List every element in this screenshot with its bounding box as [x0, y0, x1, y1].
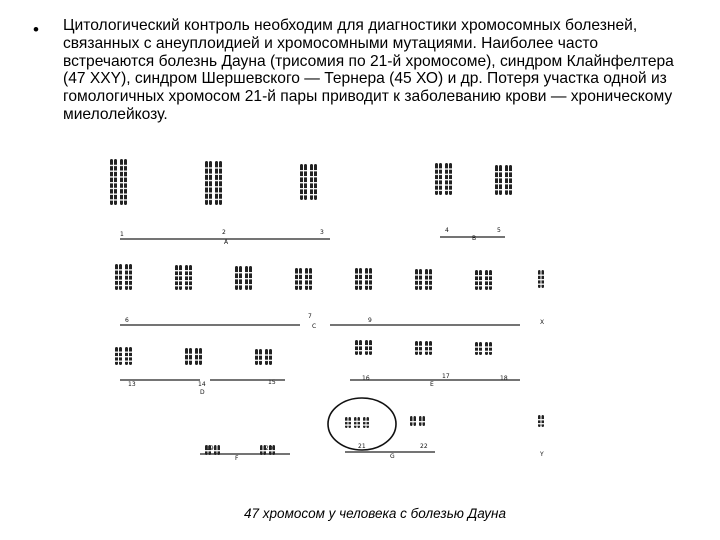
label-13: 13 — [128, 381, 136, 388]
chromosome-5 — [495, 165, 502, 195]
label-6: 6 — [125, 317, 129, 324]
chromosome-8 — [235, 266, 242, 290]
label-3: 3 — [320, 229, 324, 236]
chromosome-3 — [300, 164, 307, 200]
label-group-d: D — [200, 389, 205, 396]
chromosome-13 — [125, 347, 132, 365]
chromosome-1 — [120, 159, 127, 205]
label-7: 7 — [308, 313, 312, 320]
karyotype-figure — [100, 150, 580, 472]
chromosome-15 — [255, 349, 262, 365]
label-20: 20 — [265, 445, 273, 452]
chromosome-15 — [265, 349, 272, 365]
label-1: 1 — [120, 231, 124, 238]
chromosome-16 — [365, 340, 372, 355]
chromosome-5 — [505, 165, 512, 195]
label-14: 14 — [198, 381, 206, 388]
label-22: 22 — [420, 443, 428, 450]
label-15: 15 — [268, 379, 276, 386]
label-4: 4 — [445, 227, 449, 234]
chromosome-21 — [354, 417, 360, 428]
chromosome-4 — [435, 163, 442, 195]
chromosome-17 — [425, 341, 432, 355]
chromosome-11 — [415, 269, 422, 290]
chromosome-18 — [475, 342, 482, 355]
label-x: X — [540, 319, 545, 326]
chromosome-2 — [215, 161, 222, 205]
chromosome-x — [538, 270, 544, 288]
chromosome-17 — [415, 341, 422, 355]
chromosome-10 — [365, 268, 372, 290]
chromosome-12 — [485, 270, 492, 290]
label-group-a: A — [224, 239, 229, 246]
label-group-c: C — [312, 323, 317, 330]
chromosome-6 — [125, 264, 132, 290]
body-paragraph: Цитологический контроль необходим для диагностики хромосомных болезней, связанных с анеуплоидией и хромосомными мутациями. Наиболее часто встречаются болезнь Дауна (трисомия по 21-й хромосоме), синдром Клайнфелтера (47 ХХY), синдром Шершевского — Тернера (45 ХО) и др. Потеря участка одной из гомологичных хромосом 21-й пары приводит к заболеванию крови — хроническому миелолейкозу. — [63, 17, 674, 123]
chromosome-7 — [175, 265, 182, 290]
label-5: 5 — [497, 227, 501, 234]
chromosome-18 — [485, 342, 492, 355]
label-group-f: F — [235, 455, 239, 462]
chromosome-16 — [355, 340, 362, 355]
label-18: 18 — [500, 375, 508, 382]
chromosome-14 — [195, 348, 202, 365]
chromosome-12 — [475, 270, 482, 290]
chromosome-10 — [355, 268, 362, 290]
chromosome-11 — [425, 269, 432, 290]
chromosome-1 — [110, 159, 117, 205]
label-21: 21 — [358, 443, 366, 450]
chromosome-14 — [185, 348, 192, 365]
chromosome-y — [538, 415, 544, 427]
chromosome-9 — [305, 268, 312, 290]
chromosome-9 — [295, 268, 302, 290]
chromosome-13 — [115, 347, 122, 365]
label-group-b: B — [472, 235, 477, 242]
chromosome-22 — [419, 416, 425, 426]
label-17: 17 — [442, 373, 450, 380]
label-group-e: E — [430, 381, 434, 388]
label-9: 9 — [368, 317, 372, 324]
chromosome-4 — [445, 163, 452, 195]
chromosome-7 — [185, 265, 192, 290]
chromosome-6 — [115, 264, 122, 290]
chromosome-3 — [310, 164, 317, 200]
label-19: 19 — [206, 445, 214, 452]
bullet-marker: • — [33, 20, 39, 39]
chromosomes — [110, 159, 544, 455]
chromosome-2 — [205, 161, 212, 205]
karyotype-svg — [100, 150, 580, 472]
label-group-g: G — [390, 453, 395, 460]
chromosome-8 — [245, 266, 252, 290]
label-y: Y — [540, 451, 544, 458]
chromosome-21 — [345, 417, 351, 428]
chromosome-21 — [363, 417, 369, 428]
chromosome-22 — [410, 416, 416, 426]
label-16: 16 — [362, 375, 370, 382]
figure-caption: 47 хромосом у человека с болезью Дауна — [244, 506, 506, 521]
label-2: 2 — [222, 229, 226, 236]
